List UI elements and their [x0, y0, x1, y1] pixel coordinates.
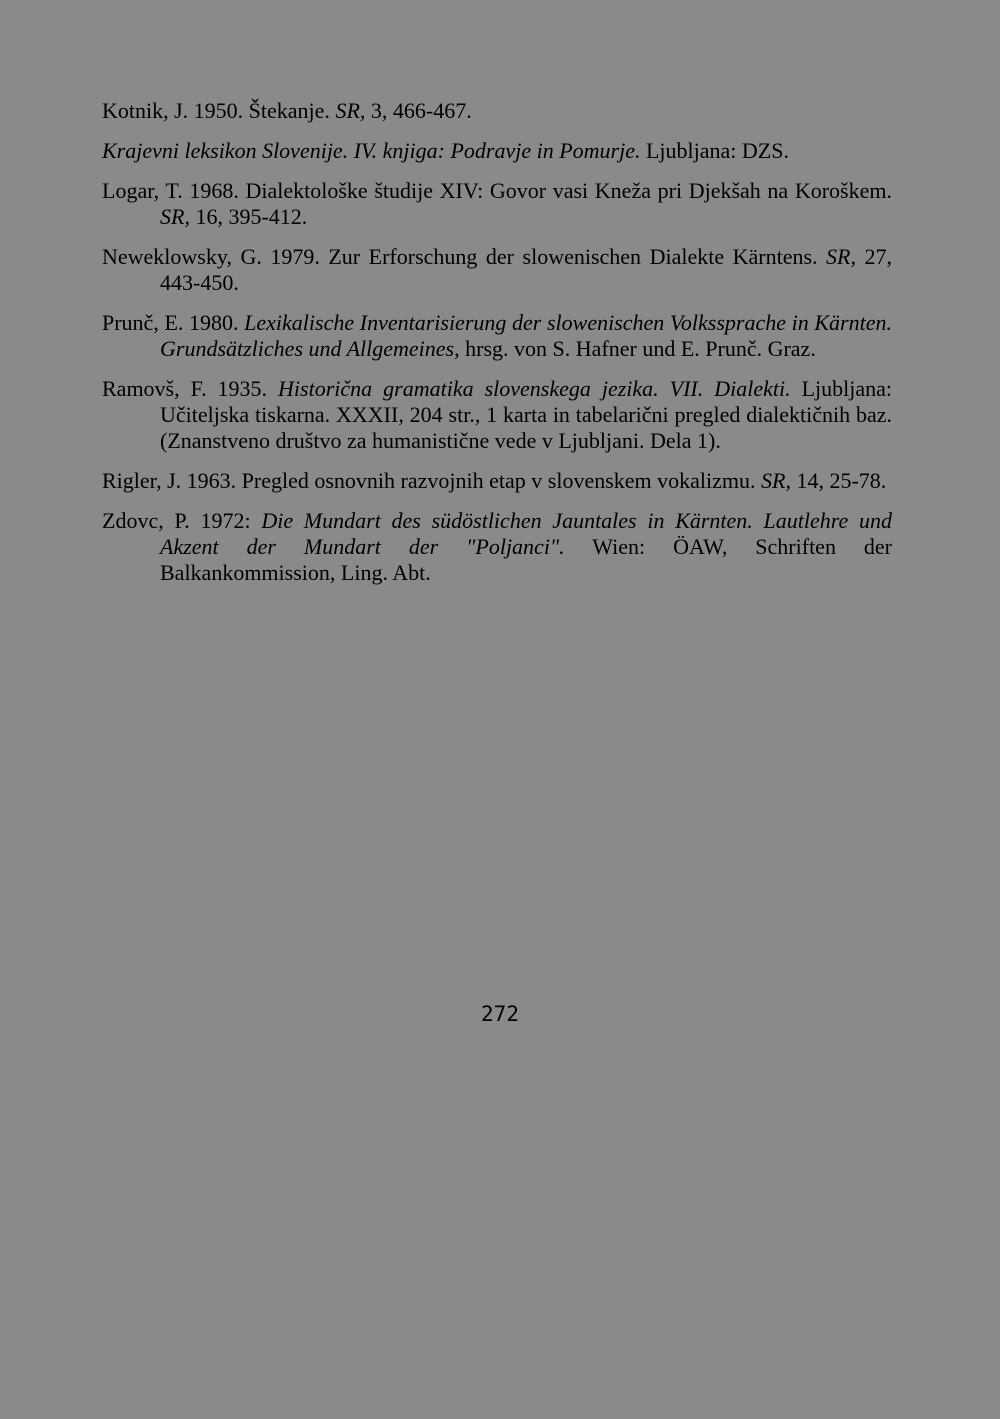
reference-entry — [102, 376, 892, 454]
reference-italic-text: SR, — [826, 244, 856, 269]
reference-entry — [102, 138, 892, 164]
reference-text: Zdovc, P. 1972: — [102, 508, 262, 533]
reference-text: Neweklowsky, G. 1979. Zur Erforschung der slowenischen Dialekte Kärntens. — [102, 244, 827, 269]
reference-italic-text: Lexikalische Inventarisierung der slowenischen Volkssprache in Kärnten. Grundsätzliches und Allgemeines, — [160, 310, 892, 361]
reference-text: Ljubljana: Učiteljska tiskarna. XXXII, 204 str., 1 karta in tabelarični pregled dialektičnih baz. (Znanstveno društvo za humanistične vede v Ljubljani. Dela 1). — [160, 376, 892, 453]
reference-italic-text: Die Mundart des südöstlichen Jauntales in Kärnten. Lautlehre und Akzent der Mundart der "Poljanci". — [160, 508, 892, 559]
reference-entry — [102, 508, 892, 586]
reference-italic-text: SR, — [335, 98, 366, 123]
reference-entry — [102, 178, 892, 230]
reference-italic-text: SR, — [160, 204, 190, 229]
reference-list — [102, 98, 892, 600]
reference-entry — [102, 98, 892, 124]
reference-text: 14, 25-78. — [790, 468, 887, 493]
reference-text: Prunč, E. 1980. — [102, 310, 245, 335]
reference-text: Rigler, J. 1963. Pregled osnovnih razvojnih etap v slovenskem vokalizmu. — [102, 468, 762, 493]
reference-italic-text: Krajevni leksikon Slovenije. IV. knjiga: Podravje in Pomurje. — [102, 138, 641, 163]
reference-entry — [102, 468, 892, 494]
reference-text: Ljubljana: DZS. — [640, 138, 789, 163]
reference-text: Wien: ÖAW, Schriften der Balkankommission, Ling. Abt. — [160, 534, 892, 585]
reference-text: Logar, T. 1968. Dialektološke študije XIV: Govor vasi Kneža pri Djekšah na Koroškem. — [102, 178, 892, 203]
reference-text: 16, 395-412. — [189, 204, 308, 229]
reference-entry — [102, 310, 892, 362]
reference-italic-text: Historična gramatika slovenskega jezika. VII. Dialekti. — [278, 376, 791, 401]
reference-text: 27, 443-450. — [160, 244, 892, 295]
reference-entry — [102, 244, 892, 296]
reference-text: hrsg. von S. Hafner und E. Prunč. Graz. — [459, 336, 816, 361]
reference-text: Ramovš, F. 1935. — [102, 376, 279, 401]
reference-text: Kotnik, J. 1950. Štekanje. — [102, 98, 336, 123]
page-number: 272 — [481, 1002, 519, 1026]
reference-italic-text: SR, — [761, 468, 791, 493]
reference-text: 3, 466-467. — [365, 98, 472, 123]
